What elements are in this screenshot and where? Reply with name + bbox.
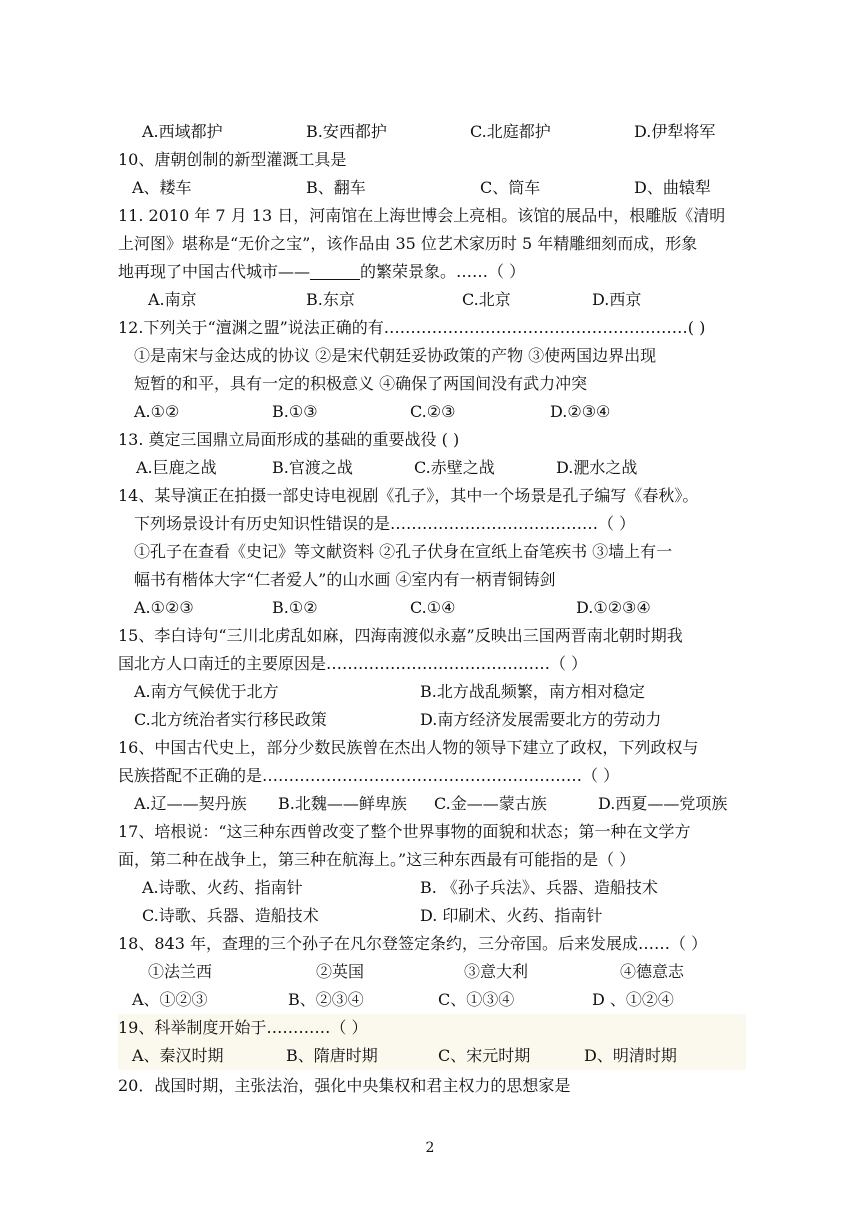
question-11-line-3-a: 地再现了中国古代城市—— <box>118 262 311 281</box>
page-number: 2 <box>425 1140 435 1156</box>
question-13-stem: 13. 奠定三国鼎立局面形成的基础的重要战役 ( ) <box>118 430 460 449</box>
question-12-line-2: ①是南宋与金达成的协议 ②是宋代朝廷妥协政策的产物 ③使两国边界出现 <box>134 346 657 365</box>
option-b: B.安西都护 <box>306 122 387 141</box>
item-1: ①法兰西 <box>148 962 213 981</box>
q18-items <box>118 958 746 986</box>
question-17-line-2: 面，第二种在战争上，第三种在航海上。”这三种东西最有可能指的是（ ） <box>118 850 636 869</box>
answer-blank <box>310 261 360 280</box>
option-a: A.①②③ <box>134 598 194 617</box>
option-a: A.巨鹿之战 <box>136 458 217 477</box>
option-d: D.①②③④ <box>576 598 651 617</box>
option-c: C.诗歌、兵器、造船技术 <box>142 906 319 925</box>
question-14-line-1: 14、某导演正在拍摄一部史诗电视剧《孔子》，其中一个场景是孔子编写《春秋》。 <box>118 486 699 505</box>
option-b: B.官渡之战 <box>272 458 353 477</box>
option-c: C.北庭都护 <box>470 122 551 141</box>
option-d: D.②③④ <box>550 402 611 421</box>
option-a: A.辽——契丹族 <box>134 794 247 813</box>
option-d: D.西夏——党项族 <box>598 794 728 813</box>
question-19-stem: 19、科举制度开始于…………（ ） <box>118 1014 746 1042</box>
question-16-line-2: 民族搭配不正确的是……………………………………………………（ ） <box>118 766 620 785</box>
option-a: A.西域都护 <box>142 122 223 141</box>
option-c: C.赤壁之战 <box>414 458 495 477</box>
option-d: D、曲辕犁 <box>634 178 711 197</box>
question-17-line-1: 17、培根说：“这三种东西曾改变了整个世界事物的面貌和状态；第一种在文学方 <box>118 822 691 841</box>
q19-options <box>118 1042 746 1070</box>
question-15-line-2: 国北方人口南迁的主要原因是……………………………………（ ） <box>118 654 588 673</box>
q17-options-row-2 <box>118 902 746 930</box>
question-12-stem: 12.下列关于“澶渊之盟”说法正确的有…………………………………………………( ) <box>118 318 706 337</box>
q9-options <box>118 118 746 146</box>
question-20-stem: 20．战国时期，主张法治，强化中央集权和君主权力的思想家是 <box>118 1076 571 1095</box>
q10-options <box>118 174 746 202</box>
option-b: B、隋唐时期 <box>286 1046 378 1065</box>
question-14-line-2: 下列场景设计有历史知识性错误的是…………………………………（ ） <box>134 514 636 533</box>
q18-options <box>118 986 746 1014</box>
question-12-line-3: 短暂的和平，具有一定的积极意义 ④确保了两国间没有武力冲突 <box>134 374 588 393</box>
option-b: B.北方战乱频繁，南方相对稳定 <box>420 682 645 701</box>
q15-options-row-2 <box>118 706 746 734</box>
option-b: B.东京 <box>306 290 355 309</box>
option-d: D.南方经济发展需要北方的劳动力 <box>420 710 662 729</box>
option-c: C.北京 <box>462 290 511 309</box>
option-b: B、②③④ <box>288 990 364 1009</box>
option-d: D.西京 <box>592 290 642 309</box>
option-c: C.①④ <box>410 598 456 617</box>
option-b: B. 《孙子兵法》、兵器、造船技术 <box>420 878 658 897</box>
option-b: B、翻车 <box>306 178 366 197</box>
option-c: C、宋元时期 <box>438 1046 531 1065</box>
q13-options <box>118 454 746 482</box>
option-a: A、耧车 <box>132 178 192 197</box>
question-11-line-1: 11. 2010 年 7 月 13 日，河南馆在上海世博会上亮相。该馆的展品中，根雕版《清明 <box>118 206 726 225</box>
q16-options <box>118 790 746 818</box>
q11-options <box>118 286 746 314</box>
question-15-line-1: 15、李白诗句“三川北虏乱如麻，四海南渡似永嘉”反映出三国两晋南北朝时期我 <box>118 626 683 645</box>
item-4: ④德意志 <box>620 962 685 981</box>
option-d: D.淝水之战 <box>556 458 638 477</box>
option-a: A.①② <box>134 402 180 421</box>
option-a: A.诗歌、火药、指南针 <box>142 878 303 897</box>
option-b: B.北魏——鲜卑族 <box>278 794 407 813</box>
option-c: C、①③④ <box>438 990 515 1009</box>
question-11-line-2: 上河图》堪称是“无价之宝”，该作品由 35 位艺术家历时 5 年精雕细刻而成，形象 <box>118 234 698 253</box>
question-10-stem: 10、唐朝创制的新型灌溉工具是 <box>118 150 347 169</box>
q17-options-row-1 <box>118 874 746 902</box>
option-d: D 、①②④ <box>592 990 674 1009</box>
option-a: A.南方气候优于北方 <box>134 682 279 701</box>
option-c: C.北方统治者实行移民政策 <box>134 710 327 729</box>
item-3: ③意大利 <box>464 962 529 981</box>
q14-options <box>118 594 746 622</box>
question-14-line-3: ①孔子在查看《史记》等文献资料 ②孔子伏身在宣纸上奋笔疾书 ③墙上有一 <box>134 542 673 561</box>
option-a: A、①②③ <box>132 990 208 1009</box>
question-18-stem: 18、843 年，查理的三个孙子在凡尔登签定条约，三分帝国。后来发展成……（ ） <box>118 934 708 953</box>
question-16-line-1: 16、中国古代史上，部分少数民族曾在杰出人物的领导下建立了政权，下列政权与 <box>118 738 699 757</box>
option-a: A.南京 <box>148 290 197 309</box>
q12-options <box>118 398 746 426</box>
option-c: C.金——蒙古族 <box>434 794 547 813</box>
option-b: B.①③ <box>272 402 318 421</box>
option-a: A、秦汉时期 <box>132 1046 224 1065</box>
question-11-line-3-b: 的繁荣景象。……（ ） <box>360 262 526 281</box>
question-14-line-4: 幅书有楷体大字“仁者爱人”的山水画 ④室内有一柄青铜铸剑 <box>134 570 556 589</box>
q15-options-row-1 <box>118 678 746 706</box>
question-11-line-3 <box>118 258 746 286</box>
option-c: C、筒车 <box>480 178 541 197</box>
option-d: D.伊犁将军 <box>634 122 716 141</box>
option-d: D、明清时期 <box>584 1046 677 1065</box>
option-c: C.②③ <box>410 402 456 421</box>
option-b: B.①② <box>272 598 318 617</box>
item-2: ②英国 <box>316 962 365 981</box>
option-d: D. 印刷术、火药、指南针 <box>420 906 603 925</box>
